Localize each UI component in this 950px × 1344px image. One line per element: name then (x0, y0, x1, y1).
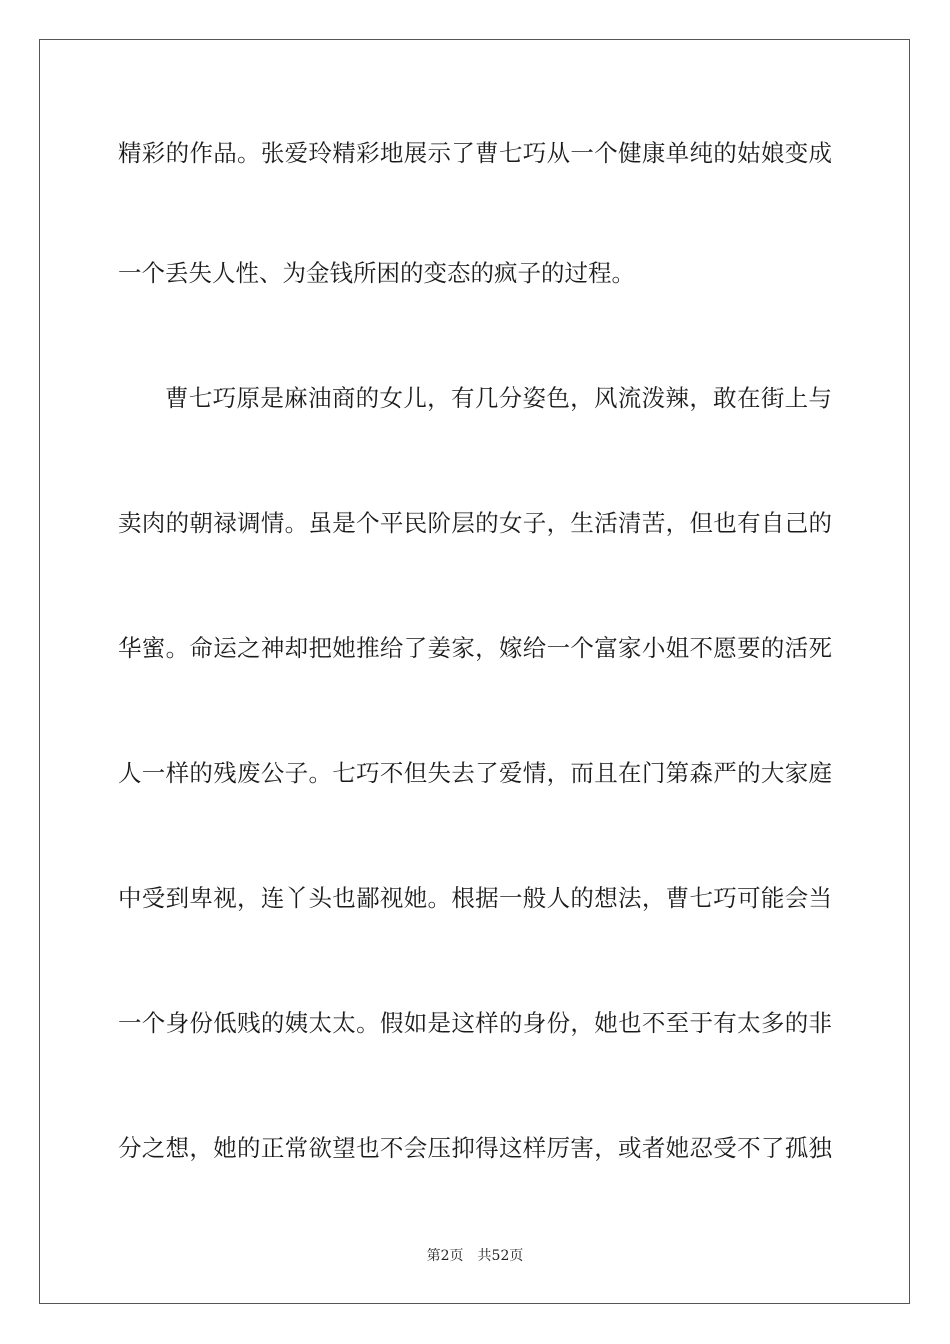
text-line-6: 人一样的残废公子。七巧不但失去了爱情，而且在门第森严的大家庭 (118, 759, 832, 787)
page-number: 第2页 (426, 1248, 464, 1264)
text-line-1: 精彩的作品。张爱玲精彩地展示了曹七巧从一个健康单纯的姑娘变成 (118, 139, 832, 167)
text-line-4: 卖肉的朝禄调情。虽是个平民阶层的女子，生活清苦，但也有自己的 (118, 509, 832, 537)
text-line-8: 一个身份低贱的姨太太。假如是这样的身份，她也不至于有太多的非 (118, 1009, 832, 1037)
page-footer (0, 1247, 950, 1265)
text-line-9: 分之想，她的正常欲望也不会压抑得这样厉害，或者她忍受不了孤独 (118, 1134, 832, 1162)
page-border (39, 39, 910, 1304)
text-line-7: 中受到卑视，连丫头也鄙视她。根据一般人的想法，曹七巧可能会当 (118, 884, 832, 912)
total-pages: 共52页 (477, 1248, 524, 1264)
text-line-5: 华蜜。命运之神却把她推给了姜家，嫁给一个富家小姐不愿要的活死 (118, 634, 832, 662)
paragraph-2-line-1: 曹七巧原是麻油商的女儿，有几分姿色，风流泼辣，敢在街上与 (165, 384, 832, 412)
text-line-2: 一个丢失人性、为金钱所困的变态的疯子的过程。 (118, 259, 635, 287)
